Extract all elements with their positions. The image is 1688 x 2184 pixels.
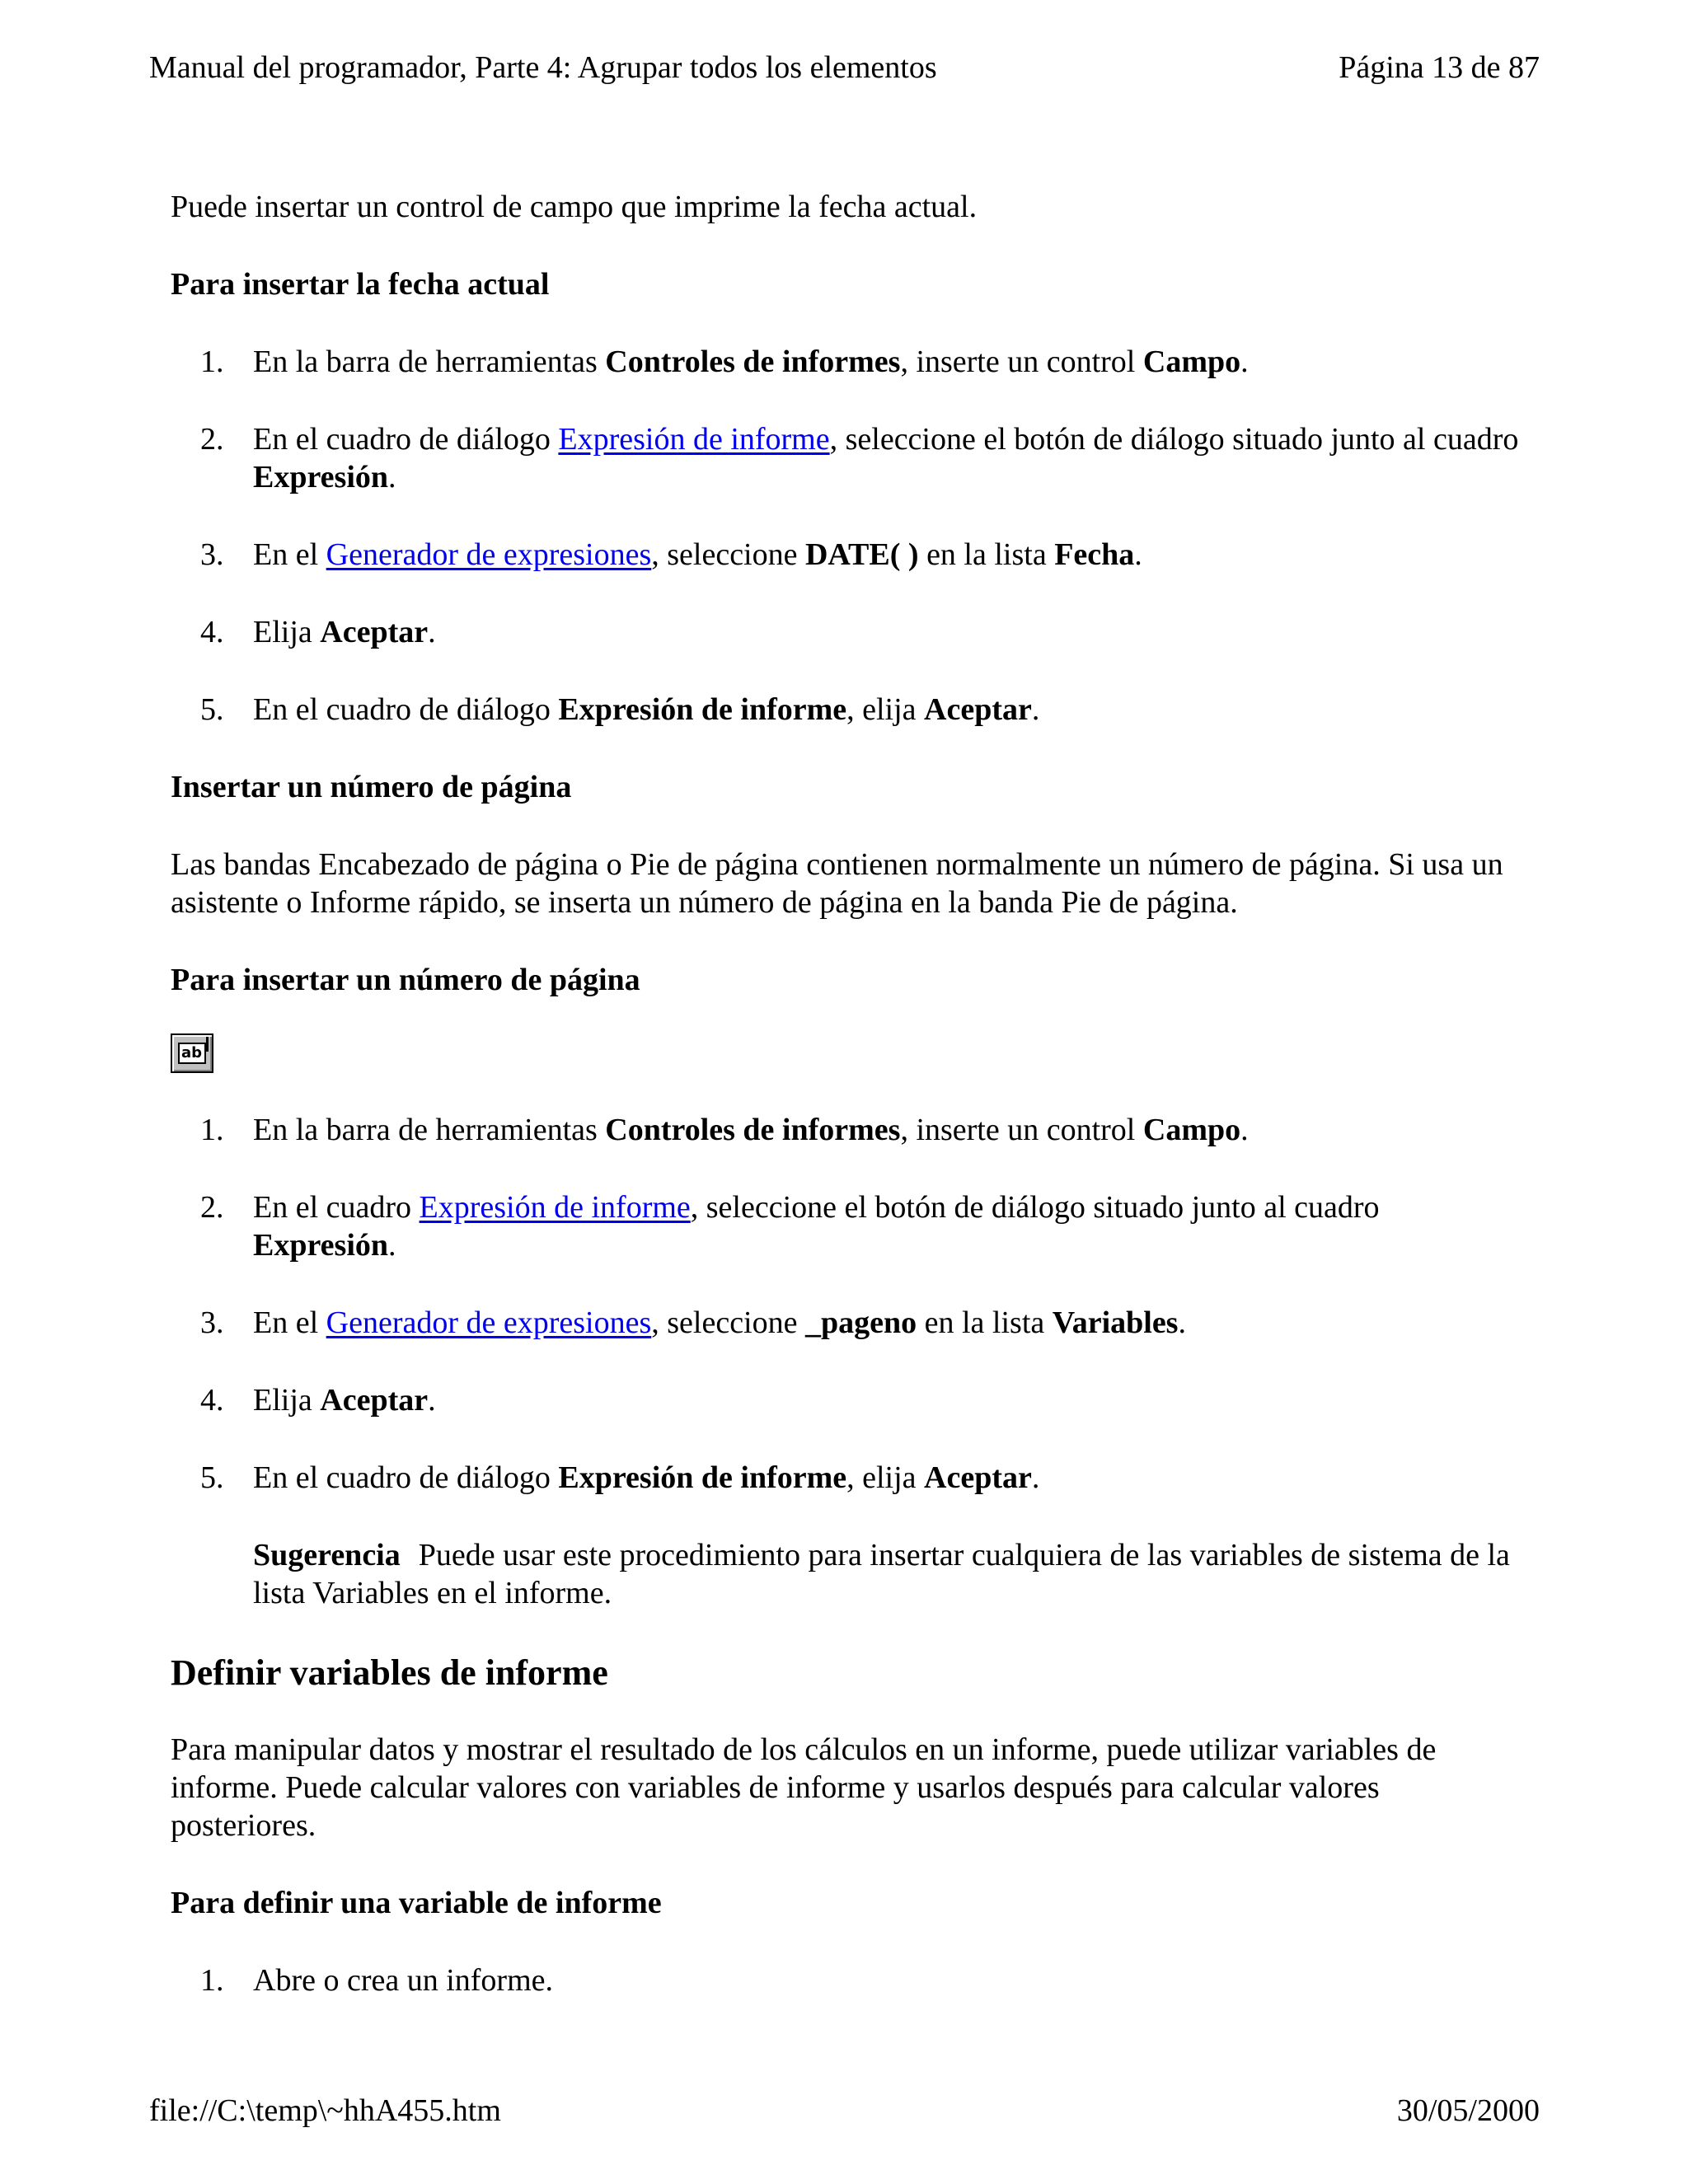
list-item: 3. En el Generador de expresiones, seleccione DATE( ) en la lista Fecha. xyxy=(200,537,1142,572)
step-number: 5. xyxy=(200,692,224,727)
step-number: 2. xyxy=(200,422,224,457)
footer-file-path: file://C:\temp\~hhA455.htm xyxy=(149,2093,501,2128)
procedure-title-page-number: Para insertar un número de página xyxy=(171,963,640,997)
list-item: 1. Abre o crea un informe. xyxy=(200,1963,554,1998)
link-generador-de-expresiones[interactable]: Generador de expresiones xyxy=(326,537,652,572)
ui-term: Controles de informes xyxy=(605,344,901,379)
footer-date: 30/05/2000 xyxy=(1396,2093,1540,2128)
list-item: 1. En la barra de herramientas Controles de informes, inserte un control Campo. xyxy=(200,344,1249,379)
list-item: 2. En el cuadro de diálogo Expresión de informe, seleccione el botón de diálogo situado junto al cuadro Expresión. xyxy=(200,422,1519,494)
header-page-number: Página 13 de 87 xyxy=(1339,50,1540,85)
field-icon-label: ab xyxy=(178,1043,206,1064)
icon-container xyxy=(171,1033,1522,1083)
ui-term: Aceptar xyxy=(924,1460,1032,1495)
step-number: 1. xyxy=(200,1113,224,1147)
step-number: 3. xyxy=(200,1305,224,1340)
ui-term: Expresión de informe xyxy=(558,692,847,727)
ui-term: Aceptar xyxy=(320,615,429,649)
list-item: 4. Elija Aceptar. xyxy=(200,1383,436,1418)
ui-term: Controles de informes xyxy=(605,1113,901,1147)
steps-define-variable xyxy=(171,1961,1522,1999)
ui-term: Campo xyxy=(1142,1113,1241,1147)
ui-term: Aceptar xyxy=(924,692,1032,727)
document-body xyxy=(171,188,1522,2039)
field-control-icon xyxy=(171,1033,213,1073)
list-item: 4. Elija Aceptar. xyxy=(200,615,436,649)
link-generador-de-expresiones[interactable]: Generador de expresiones xyxy=(326,1305,652,1340)
step-number: 1. xyxy=(200,1963,224,1998)
list-item: 5. En el cuadro de diálogo Expresión de informe, elija Aceptar. xyxy=(200,692,1040,727)
list-item: 5. En el cuadro de diálogo Expresión de informe, elija Aceptar. xyxy=(200,1460,1040,1495)
section-heading-variables: Definir variables de informe xyxy=(171,1652,608,1693)
ui-term: Campo xyxy=(1142,344,1241,379)
procedure-title-variable: Para definir una variable de informe xyxy=(171,1886,662,1920)
header-title: Manual del programador, Parte 4: Agrupar todos los elementos xyxy=(149,50,937,85)
tip-note xyxy=(171,1536,1522,1612)
steps-insert-page-number xyxy=(171,1111,1522,1497)
intro-paragraph: Puede insertar un control de campo que imprime la fecha actual. xyxy=(171,190,978,224)
step-number: 5. xyxy=(200,1460,224,1495)
ui-term: Fecha xyxy=(1054,537,1135,572)
ui-term: Aceptar xyxy=(320,1383,429,1418)
link-expresion-de-informe[interactable]: Expresión de informe xyxy=(558,422,830,457)
tip-label: Sugerencia xyxy=(253,1538,401,1572)
link-expresion-de-informe[interactable]: Expresión de informe xyxy=(419,1190,691,1225)
list-item: 2. En el cuadro Expresión de informe, seleccione el botón de diálogo situado junto al cuadro Expresión. xyxy=(200,1190,1380,1263)
tip-text: Puede usar este procedimiento para insertar cualquiera de las variables de sistema de la lista Variables en el informe. xyxy=(253,1538,1510,1610)
ui-term: Expresión xyxy=(253,1228,389,1263)
ui-term: Expresión xyxy=(253,460,389,494)
step-number: 2. xyxy=(200,1190,224,1225)
step-number: 4. xyxy=(200,615,224,649)
section-heading-page-number: Insertar un número de página xyxy=(171,770,572,804)
step-number: 1. xyxy=(200,344,224,379)
procedure-title-date: Para insertar la fecha actual xyxy=(171,267,550,302)
list-item: 3. En el Generador de expresiones, seleccione _pageno en la lista Variables. xyxy=(200,1305,1186,1340)
step-number: 4. xyxy=(200,1383,224,1418)
ui-term: _pageno xyxy=(804,1305,917,1340)
ui-term: DATE( ) xyxy=(804,537,919,572)
ui-term: Variables xyxy=(1052,1305,1179,1340)
variables-paragraph: Para manipular datos y mostrar el resultado de los cálculos en un informe, puede utilizar variables de informe. Puede calcular valores con variables de informe y usarlos después para calcular valores posteriores. xyxy=(171,1732,1437,1843)
text-cursor-mark xyxy=(206,1037,209,1052)
ui-term: Expresión de informe xyxy=(558,1460,847,1495)
step-number: 3. xyxy=(200,537,224,572)
steps-insert-date xyxy=(171,343,1522,729)
list-item: 1. En la barra de herramientas Controles de informes, inserte un control Campo. xyxy=(200,1113,1249,1147)
page-number-paragraph: Las bandas Encabezado de página o Pie de página contienen normalmente un número de página. Si usa un asistente o Informe rápido, se inserta un número de página en la banda Pie de página. xyxy=(171,847,1503,920)
